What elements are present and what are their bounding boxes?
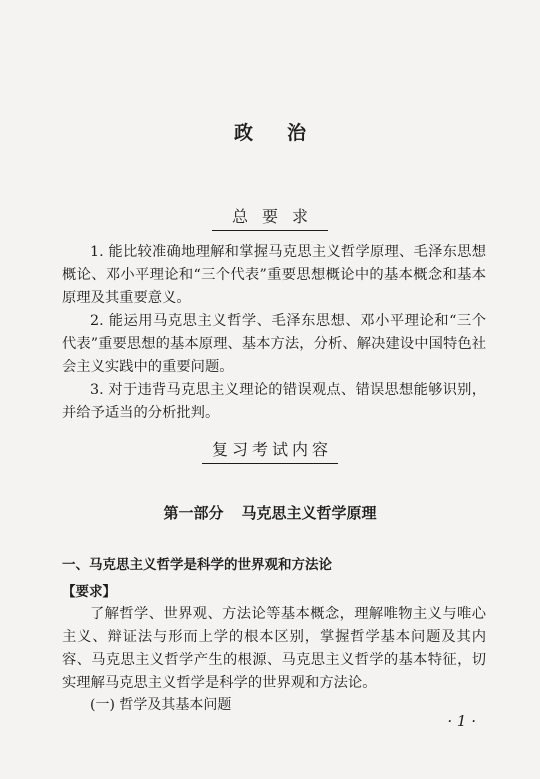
requirement-item-1: 1. 能比较准确地理解和掌握马克思主义哲学原理、毛泽东思想概论、邓小平理论和“三个代表”重要思想概论中的基本概念和基本原理及其重要意义。 bbox=[62, 244, 486, 306]
part-title bbox=[0, 502, 540, 523]
review-content-heading-text: 复习考试内容 bbox=[202, 437, 338, 464]
page-title: 政治 bbox=[233, 122, 340, 144]
subsection-title: (一) 哲学及其基本问题 bbox=[90, 697, 232, 713]
general-requirements-heading bbox=[0, 204, 540, 231]
requirement-text: 了解哲学、世界观、方法论等基本概念，理解唯物主义与唯心主义、辩证法与形而上学的根本区别，掌握哲学基本问题及其内容、马克思主义哲学产生的根源、马克思主义哲学的基本特征，切实理解马克思主义哲学是科学的世界观和方法论。 bbox=[62, 606, 486, 691]
chapter-title: 一、马克思主义哲学是科学的世界观和方法论 bbox=[62, 557, 332, 573]
requirement-item-2: 2. 能运用马克思主义哲学、毛泽东思想、邓小平理论和“三个代表”重要思想的基本原理、基本方法，分析、解决建设中国特色社会主义实践中的重要问题。 bbox=[62, 313, 486, 375]
general-requirements-heading-text: 总要求 bbox=[212, 204, 328, 231]
page-number: · 1 · bbox=[447, 712, 476, 730]
review-content-heading bbox=[0, 437, 540, 464]
part-label: 第一部分 bbox=[163, 504, 224, 522]
requirement-item-3: 3. 对于违背马克思主义理论的错误观点、错误思想能够识别，并给予适当的分析批判。 bbox=[62, 382, 486, 421]
part-name: 马克思主义哲学原理 bbox=[241, 504, 377, 522]
requirement-label: 【要求】 bbox=[62, 584, 116, 600]
